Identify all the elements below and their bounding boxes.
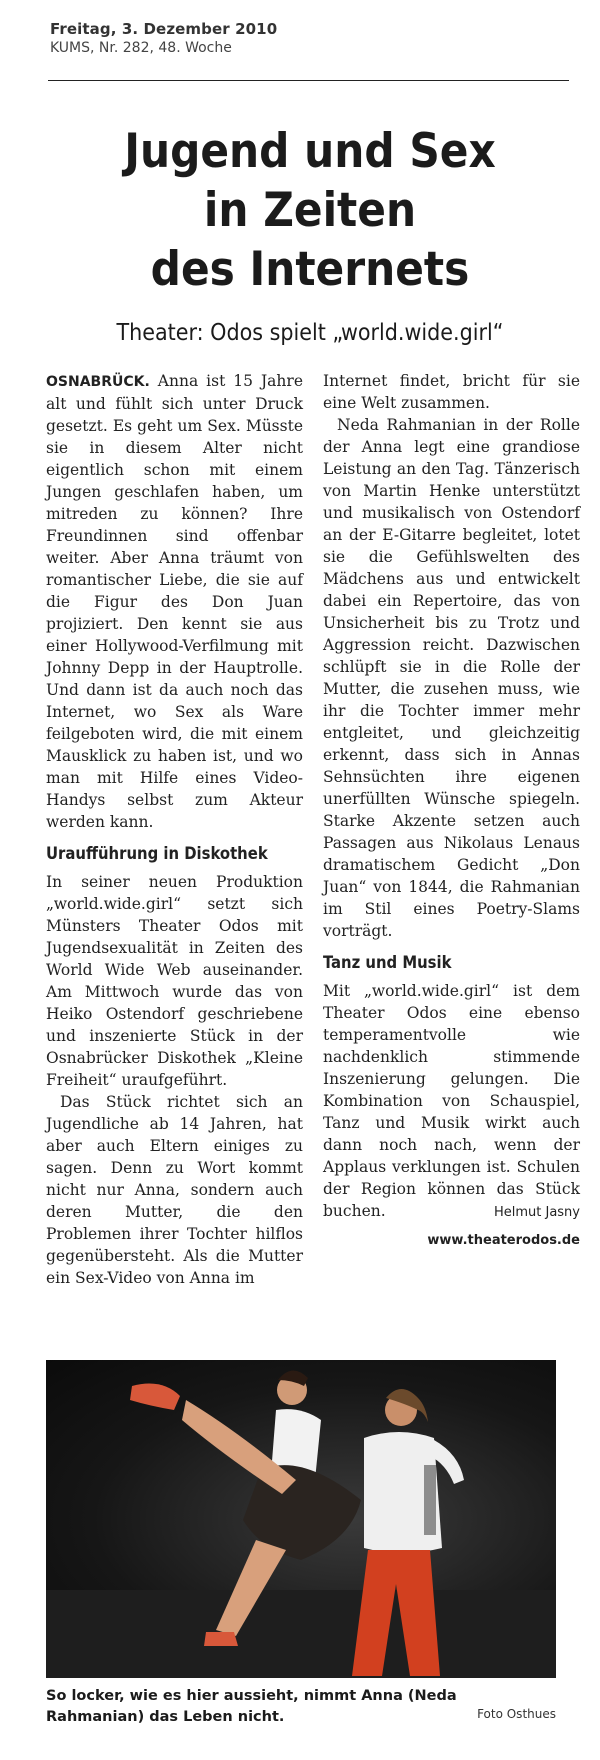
headline [40, 122, 580, 299]
paragraph: In seiner neuen Produktion „world.wide.girl“ setzt sich Münsters Theater Odos mit Jugendsexualität in Zeiten des World Wide Web auseinander. Am Mittwoch wurde das von Heiko Ostendorf geschriebene und inszenierte Stück in der Osnabrücker Diskothek „Kleine Freiheit“ uraufgeführt. [46, 873, 303, 1089]
subheadline: Theater: Odos spielt „world.wide.girl“ [116, 320, 504, 346]
article-column-left [46, 370, 303, 1289]
photo-caption: So locker, wie es hier aussieht, nimmt Anna (Neda Rahmanian) das Leben nicht. [46, 1688, 457, 1725]
author-byline: Helmut Jasny [493, 1205, 580, 1220]
section-subhead: Tanz und Musik [323, 953, 452, 972]
paragraph: Internet findet, bricht für sie eine Welt zusammen. [323, 372, 580, 412]
header-rule [48, 80, 569, 81]
paragraph: Mit „world.wide.girl“ ist dem Theater Odos eine ebenso temperamentvolle wie nachdenklich stimmende Inszenierung gelungen. Die Kombination von Schauspiel, Tanz und Musik wirkt auch dann noch nach, wenn der Applaus verklungen ist. Schulen der Region können das Stück buchen. [323, 982, 580, 1220]
paragraph [46, 370, 303, 833]
photo-credit: Foto Osthues [477, 1707, 556, 1721]
headline-line-3: des Internets [150, 242, 470, 297]
paragraph-text: Anna ist 15 Jahre alt und fühlt sich unter Druck gesetzt. Es geht um Sex. Müsste sie in diesem Alter nicht eigentlich schon mit einem Jungen geschlafen haben, um mitreden zu können? Ihre Freundinnen sind offenbar weiter. Aber Anna träumt von romantischer Liebe, die sie auf die Figur des Don Juan projiziert. Den kennt sie aus einer Hollywood-Verfilmung mit Johnny Depp in der Hauptrolle. Und dann ist da auch noch das Internet, wo Sex als Ware feilgeboten wird, die mit einem Mausklick zu haben ist, und wo man mit Hilfe eines Video-Handys selbst zum Akteur werden kann. [46, 372, 303, 831]
stage-photo [46, 1360, 556, 1678]
headline-line-1: Jugend und Sex [124, 124, 496, 179]
website-link[interactable]: www.theaterodos.de [427, 1233, 580, 1248]
section-subhead: Uraufführung in Diskothek [46, 844, 268, 863]
publication-date: Freitag, 3. Dezember 2010 [50, 20, 278, 38]
dancers-illustration [46, 1360, 556, 1678]
paragraph: Das Stück richtet sich an Jugendliche ab 14 Jahren, hat aber auch Eltern einiges zu sagen. Denn zu Wort kommt nicht nur Anna, sondern auch deren Mutter, die den Problemen ihrer Tochter hilflos gegenübersteht. Als die Mutter ein Sex-Video von Anna im [46, 1093, 303, 1287]
article-column-right [323, 370, 580, 1252]
headline-line-2: in Zeiten [203, 183, 417, 238]
issue-info: KUMS, Nr. 282, 48. Woche [50, 40, 232, 56]
dateline-kicker: OSNABRÜCK. [46, 374, 150, 390]
paragraph: Neda Rahmanian in der Rolle der Anna legt eine grandiose Leistung an den Tag. Tänzerisch von Martin Henke unterstützt und musikalisch von Ostendorf an der E-Gitarre begleitet, lotet sie die Gefühlswelten des Mädchens aus und entwickelt dabei ein Repertoire, das von Unsicherheit bis zu Trotz und Aggression reicht. Dazwischen schlüpft sie in die Rolle der Mutter, die zusehen muss, wie ihr die Tochter immer mehr entgleitet, und gleichzeitig erkennt, dass sich in Annas Sehnsüchten ihre eigenen unerfüllten Wünsche spiegeln. Starke Akzente setzen auch Passagen aus Nikolaus Lenaus dramatischem Gedicht „Don Juan“ von 1844, die Rahmanian im Stil eines Poetry-Slams vorträgt. [323, 416, 580, 940]
dateline [50, 20, 277, 56]
